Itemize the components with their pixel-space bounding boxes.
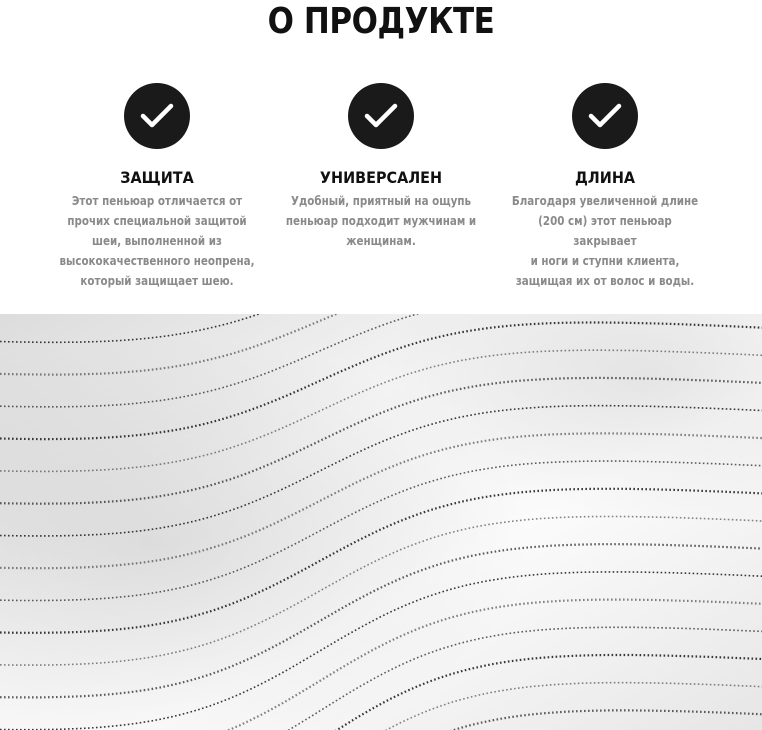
feature-protection <box>42 83 272 291</box>
check-icon <box>348 83 414 149</box>
feature-description: Благодаря увеличенной длине (200 см) этот пеньюар закрывает и ноги и ступни клиента, защищая их от волос и воды. <box>511 194 699 288</box>
feature-title: ЗАЩИТА <box>120 168 194 187</box>
feature-length <box>490 83 720 291</box>
striped-fabric-image <box>0 314 762 730</box>
page-title: О ПРОДУКТЕ <box>267 1 495 42</box>
check-icon <box>124 83 190 149</box>
feature-universal <box>266 83 496 251</box>
feature-description: Этот пеньюар отличается от прочих специальной защитой шеи, выполненной из высококачественного неопрена, который защищает шею. <box>59 194 255 288</box>
fabric-photo <box>0 314 762 730</box>
features-section <box>0 83 762 303</box>
feature-description: Удобный, приятный на ощупь пеньюар подходит мужчинам и женщинам. <box>285 194 477 248</box>
feature-title: УНИВЕРСАЛЕН <box>319 168 443 187</box>
check-icon <box>572 83 638 149</box>
feature-title: ДЛИНА <box>574 168 636 187</box>
